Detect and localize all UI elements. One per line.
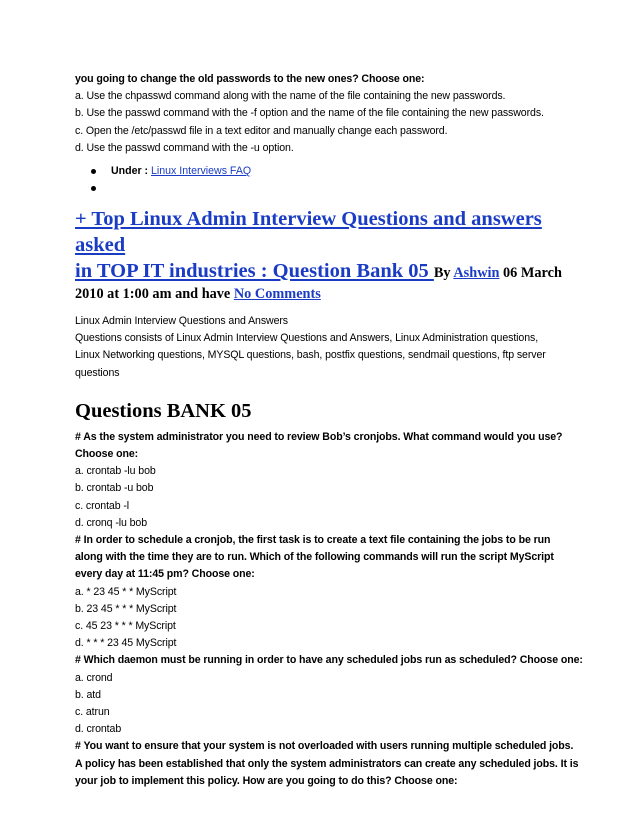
by-label: By bbox=[433, 265, 454, 282]
comments-link[interactable]: No Comments bbox=[233, 286, 321, 303]
q4-text: your job to implement this policy. How are you going to do this? Choose one: bbox=[75, 774, 458, 787]
q4-text: # You want to ensure that your system is not overloaded with users running multiple scheduled jobs. bbox=[75, 740, 574, 753]
post-title-line1: + Top Linux Admin Interview Questions and answers asked bbox=[75, 208, 542, 257]
post-heading bbox=[75, 206, 575, 284]
q1-option: a. crontab -lu bob bbox=[75, 465, 156, 478]
q1-option: b. crontab -u bob bbox=[75, 482, 154, 495]
post-date-part2: 2010 at 1:00 am and have bbox=[75, 286, 234, 303]
q3-option: c. atrun bbox=[75, 706, 110, 719]
intro-question: you going to change the old passwords to the new ones? Choose one: bbox=[75, 73, 425, 85]
category-link[interactable]: Linux Interviews FAQ bbox=[151, 165, 252, 178]
q2-option: c. 45 23 * * * MyScript bbox=[75, 620, 176, 633]
intro-option-d: d. Use the passwd command with the -u option. bbox=[75, 141, 294, 154]
post-title-line2: in TOP IT industries : Question Bank 05 bbox=[75, 260, 434, 283]
document-page bbox=[75, 71, 583, 790]
post-date-part1: 06 March bbox=[499, 265, 562, 282]
q1-text: # As the system administrator you need to review Bob’s cronjobs. What command would you use? bbox=[75, 430, 563, 443]
post-meta bbox=[75, 284, 575, 304]
q2-option: d. * * * 23 45 MyScript bbox=[75, 637, 177, 650]
bullet-icon bbox=[91, 186, 96, 191]
category-list bbox=[75, 163, 575, 197]
intro-option-b: b. Use the passwd command with the -f option and the name of the file containing the new passwords. bbox=[75, 107, 544, 120]
description-line: Questions consists of Linux Admin Interview Questions and Answers, Linux Administration questions, bbox=[75, 332, 539, 345]
category-item bbox=[75, 163, 575, 180]
q2-option: a. * 23 45 * * MyScript bbox=[75, 585, 177, 598]
q4-text: A policy has been established that only the system administrators can create any scheduled jobs. It is bbox=[75, 757, 579, 770]
q1-option: c. crontab -l bbox=[75, 499, 130, 512]
section-title: Questions BANK 05 bbox=[75, 399, 252, 422]
q1-option: d. cronq -lu bob bbox=[75, 516, 148, 529]
q2-text: # In order to schedule a cronjob, the first task is to create a text file containing the jobs to be run bbox=[75, 534, 551, 547]
description-line: Linux Admin Interview Questions and Answers bbox=[75, 315, 288, 328]
under-label: Under : bbox=[111, 165, 149, 178]
q3-option: a. crond bbox=[75, 671, 113, 684]
q2-option: b. 23 45 * * * MyScript bbox=[75, 602, 177, 615]
empty-list-item bbox=[75, 180, 575, 197]
intro-option-c: c. Open the /etc/passwd file in a text editor and manually change each password. bbox=[75, 124, 448, 137]
bullet-icon bbox=[91, 169, 96, 174]
description-line: questions bbox=[75, 366, 120, 379]
author-link[interactable]: Ashwin bbox=[453, 265, 500, 282]
q3-text: # Which daemon must be running in order to have any scheduled jobs run as scheduled? Choose one: bbox=[75, 654, 583, 667]
description-line: Linux Networking questions, MYSQL questions, bash, postfix questions, sendmail questions, ftp server bbox=[75, 349, 546, 362]
intro-option-a: a. Use the chpasswd command along with the name of the file containing the new passwords. bbox=[75, 90, 506, 103]
q2-text: every day at 11:45 pm? Choose one: bbox=[75, 568, 255, 581]
q1-text: Choose one: bbox=[75, 448, 139, 461]
q2-text: along with the time they are to run. Which of the following commands will run the script MyScript bbox=[75, 551, 554, 564]
q3-option: d. crontab bbox=[75, 723, 122, 736]
q3-option: b. atd bbox=[75, 688, 101, 701]
